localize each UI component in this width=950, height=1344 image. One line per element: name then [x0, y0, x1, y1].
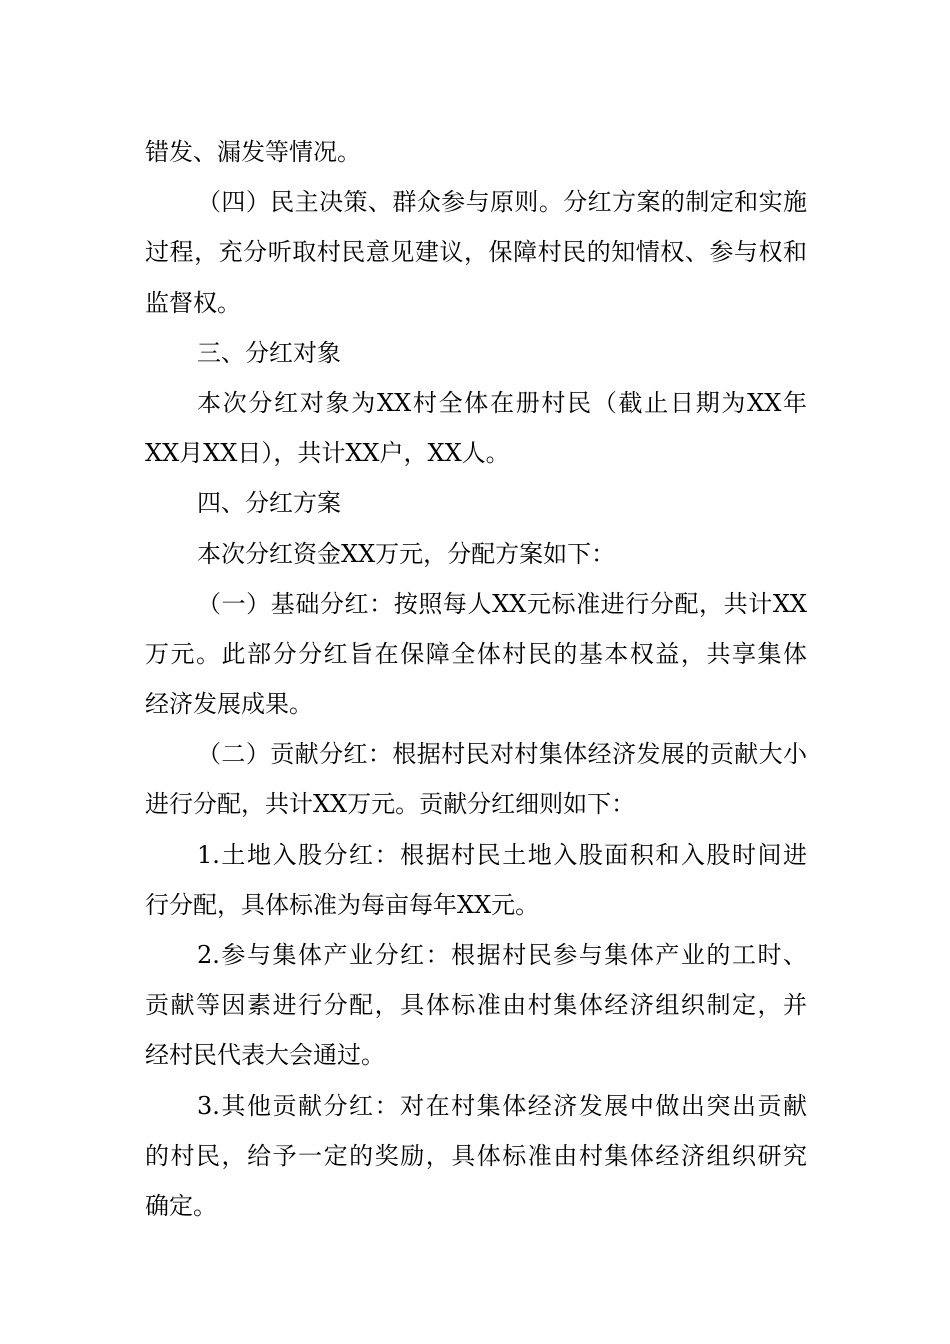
text-line: 1.土地入股分红：根据村民土地入股面积和入股时间进: [197, 840, 807, 869]
section-heading: 四、分红方案: [197, 489, 341, 518]
text-line: 的村民，给予一定的奖励，具体标准由村集体经济组织研究: [145, 1141, 807, 1170]
text-line: 2.参与集体产业分红：根据村民参与集体产业的工时、: [197, 941, 807, 969]
text-line: 监督权。: [145, 288, 241, 317]
text-line: 过程，充分听取村民意见建议，保障村民的知情权、参与权和: [145, 238, 807, 267]
text-line: （一）基础分红：按照每人XX元标准进行分配，共计XX: [197, 589, 807, 618]
text-line: 行分配，具体标准为每亩每年XX元。: [145, 890, 540, 919]
text-line: 贡献等因素进行分配，具体标准由村集体经济组织制定，并: [145, 991, 807, 1020]
text-line: 经济发展成果。: [145, 690, 313, 719]
text-line: 万元。此部分分红旨在保障全体村民的基本权益，共享集体: [145, 639, 807, 668]
text-line: 错发、漏发等情况。: [145, 138, 361, 166]
text-line: 进行分配，共计XX万元。贡献分红细则如下：: [145, 790, 636, 819]
text-line: 3.其他贡献分红：对在村集体经济发展中做出突出贡献: [197, 1091, 807, 1120]
text-line: （二）贡献分红：根据村民对村集体经济发展的贡献大小: [197, 740, 807, 769]
text-line: 确定。: [145, 1191, 217, 1220]
text-line: XX月XX日），共计XX户，XX人。: [145, 439, 510, 468]
text-line: 经村民代表大会通过。: [145, 1041, 385, 1070]
text-line: 本次分红对象为XX村全体在册村民（截止日期为XX年: [197, 388, 807, 417]
section-heading: 三、分红对象: [197, 338, 341, 367]
text-line: 本次分红资金XX万元，分配方案如下：: [197, 539, 616, 568]
text-line: （四）民主决策、群众参与原则。分红方案的制定和实施: [197, 188, 807, 217]
document-body: [145, 127, 807, 1231]
